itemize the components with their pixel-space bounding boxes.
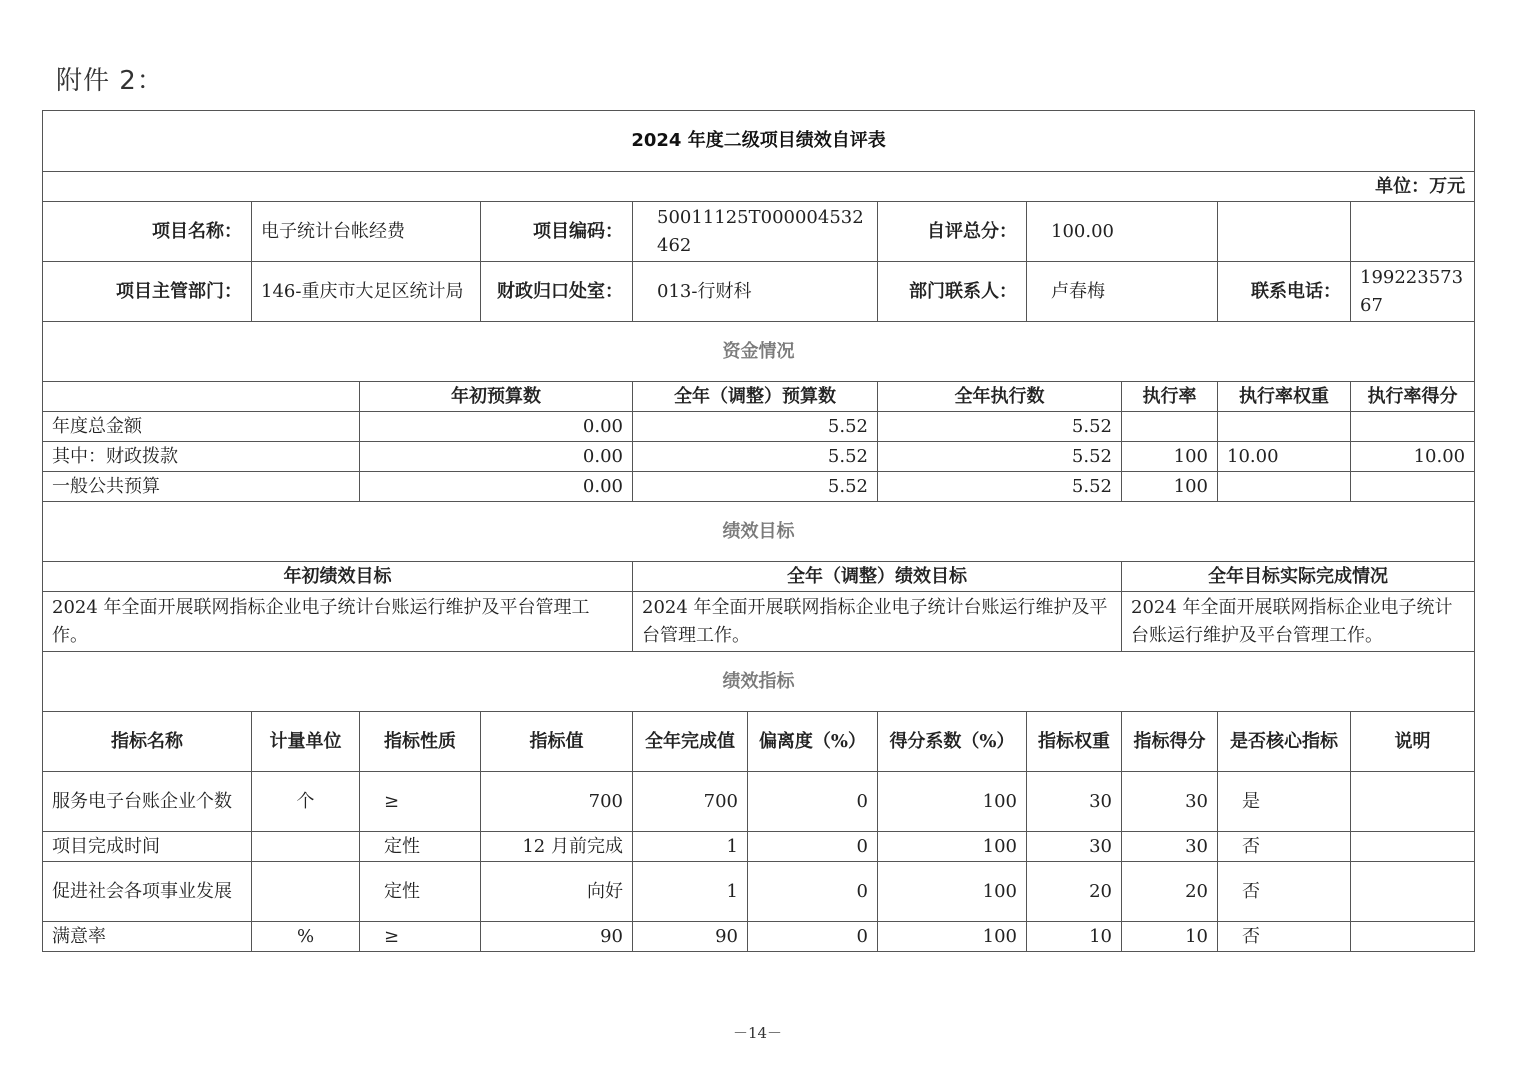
ind-header-nature: 指标性质	[360, 712, 481, 772]
ind-weight: 30	[1027, 772, 1122, 832]
funds-score	[1351, 472, 1475, 502]
funds-adjusted: 5.52	[633, 442, 878, 472]
funds-header-rate: 执行率	[1122, 382, 1218, 412]
ind-deviation: 0	[748, 862, 878, 922]
ind-weight: 10	[1027, 922, 1122, 952]
funds-header-weight: 执行率权重	[1218, 382, 1351, 412]
project-code-value: 50011125T000004532462	[633, 202, 878, 262]
ind-completed: 90	[633, 922, 748, 952]
finance-office-label: 财政归口处室：	[481, 262, 633, 322]
ind-coefficient: 100	[878, 832, 1027, 862]
goal-initial-text: 2024 年全面开展联网指标企业电子统计台账运行维护及平台管理工作。	[43, 592, 633, 652]
total-score-label: 自评总分：	[878, 202, 1027, 262]
ind-nature: 定性	[360, 832, 481, 862]
phone-label: 联系电话：	[1218, 262, 1351, 322]
ind-deviation: 0	[748, 832, 878, 862]
ind-score: 20	[1122, 862, 1218, 922]
ind-name: 满意率	[43, 922, 252, 952]
ind-header-weight: 指标权重	[1027, 712, 1122, 772]
unit-label: 单位：万元	[43, 172, 1475, 202]
goal-actual-text: 2024 年全面开展联网指标企业电子统计台账运行维护及平台管理工作。	[1122, 592, 1475, 652]
funds-header-score: 执行率得分	[1351, 382, 1475, 412]
funds-header-adjusted: 全年（调整）预算数	[633, 382, 878, 412]
funds-header-executed: 全年执行数	[878, 382, 1122, 412]
project-code-label: 项目编码：	[481, 202, 633, 262]
ind-score: 30	[1122, 772, 1218, 832]
ind-completed: 1	[633, 862, 748, 922]
page-title: 2024 年度二级项目绩效自评表	[43, 111, 1475, 172]
ind-value: 向好	[481, 862, 633, 922]
funds-row	[43, 472, 1475, 502]
ind-header-deviation: 偏离度（%）	[748, 712, 878, 772]
ind-score: 10	[1122, 922, 1218, 952]
ind-unit	[252, 862, 360, 922]
goals-section-title: 绩效目标	[43, 502, 1475, 562]
indicator-row	[43, 862, 1475, 922]
funds-rate: 100	[1122, 472, 1218, 502]
finance-office-value: 013-行财科	[633, 262, 878, 322]
funds-row	[43, 412, 1475, 442]
funds-adjusted: 5.52	[633, 412, 878, 442]
ind-value: 12 月前完成	[481, 832, 633, 862]
ind-note	[1351, 832, 1475, 862]
funds-row-label: 其中：财政拨款	[43, 442, 360, 472]
ind-deviation: 0	[748, 922, 878, 952]
ind-coefficient: 100	[878, 862, 1027, 922]
ind-nature: ≥	[360, 922, 481, 952]
ind-core: 否	[1218, 862, 1351, 922]
funds-initial: 0.00	[360, 472, 633, 502]
project-name-label: 项目名称：	[43, 202, 252, 262]
ind-core: 否	[1218, 832, 1351, 862]
ind-note	[1351, 862, 1475, 922]
page-number: －14－	[732, 1024, 783, 1042]
funds-section-title: 资金情况	[43, 322, 1475, 382]
funds-score: 10.00	[1351, 442, 1475, 472]
indicator-row	[43, 832, 1475, 862]
department-label: 项目主管部门：	[43, 262, 252, 322]
department-value: 146-重庆市大足区统计局	[252, 262, 481, 322]
ind-header-completed: 全年完成值	[633, 712, 748, 772]
funds-initial: 0.00	[360, 412, 633, 442]
ind-header-name: 指标名称	[43, 712, 252, 772]
ind-coefficient: 100	[878, 772, 1027, 832]
funds-row-label: 一般公共预算	[43, 472, 360, 502]
ind-value: 90	[481, 922, 633, 952]
ind-name: 服务电子台账企业个数	[43, 772, 252, 832]
funds-row	[43, 442, 1475, 472]
ind-core: 是	[1218, 772, 1351, 832]
ind-unit: 个	[252, 772, 360, 832]
total-score-value: 100.00	[1027, 202, 1218, 262]
ind-header-note: 说明	[1351, 712, 1475, 772]
empty-cell	[1218, 202, 1351, 262]
indicators-section-title: 绩效指标	[43, 652, 1475, 712]
contact-person-label: 部门联系人：	[878, 262, 1027, 322]
goal-adjusted-text: 2024 年全面开展联网指标企业电子统计台账运行维护及平台管理工作。	[633, 592, 1122, 652]
indicator-row	[43, 772, 1475, 832]
funds-row-label: 年度总金额	[43, 412, 360, 442]
ind-weight: 30	[1027, 832, 1122, 862]
ind-header-score: 指标得分	[1122, 712, 1218, 772]
ind-header-core: 是否核心指标	[1218, 712, 1351, 772]
funds-score	[1351, 412, 1475, 442]
ind-core: 否	[1218, 922, 1351, 952]
ind-note	[1351, 922, 1475, 952]
ind-weight: 20	[1027, 862, 1122, 922]
funds-executed: 5.52	[878, 442, 1122, 472]
ind-header-value: 指标值	[481, 712, 633, 772]
funds-adjusted: 5.52	[633, 472, 878, 502]
ind-unit	[252, 832, 360, 862]
ind-name: 项目完成时间	[43, 832, 252, 862]
contact-person-value: 卢春梅	[1027, 262, 1218, 322]
phone-value: 19922357367	[1351, 262, 1475, 322]
ind-score: 30	[1122, 832, 1218, 862]
goals-header-initial: 年初绩效目标	[43, 562, 633, 592]
ind-completed: 700	[633, 772, 748, 832]
funds-initial: 0.00	[360, 442, 633, 472]
performance-self-evaluation-table	[42, 110, 1475, 952]
ind-name: 促进社会各项事业发展	[43, 862, 252, 922]
ind-nature: ≥	[360, 772, 481, 832]
ind-deviation: 0	[748, 772, 878, 832]
funds-executed: 5.52	[878, 412, 1122, 442]
funds-weight: 10.00	[1218, 442, 1351, 472]
ind-value: 700	[481, 772, 633, 832]
ind-unit: %	[252, 922, 360, 952]
ind-nature: 定性	[360, 862, 481, 922]
ind-completed: 1	[633, 832, 748, 862]
funds-rate	[1122, 412, 1218, 442]
funds-rate: 100	[1122, 442, 1218, 472]
indicator-row	[43, 922, 1475, 952]
ind-header-unit: 计量单位	[252, 712, 360, 772]
goals-header-adjusted: 全年（调整）绩效目标	[633, 562, 1122, 592]
ind-coefficient: 100	[878, 922, 1027, 952]
funds-weight	[1218, 412, 1351, 442]
funds-header-blank	[43, 382, 360, 412]
funds-weight	[1218, 472, 1351, 502]
ind-note	[1351, 772, 1475, 832]
funds-header-initial: 年初预算数	[360, 382, 633, 412]
project-name-value: 电子统计台帐经费	[252, 202, 481, 262]
funds-executed: 5.52	[878, 472, 1122, 502]
goals-header-actual: 全年目标实际完成情况	[1122, 562, 1475, 592]
empty-cell	[1351, 202, 1475, 262]
ind-header-coefficient: 得分系数（%）	[878, 712, 1027, 772]
attachment-label: 附件 2：	[56, 66, 164, 96]
